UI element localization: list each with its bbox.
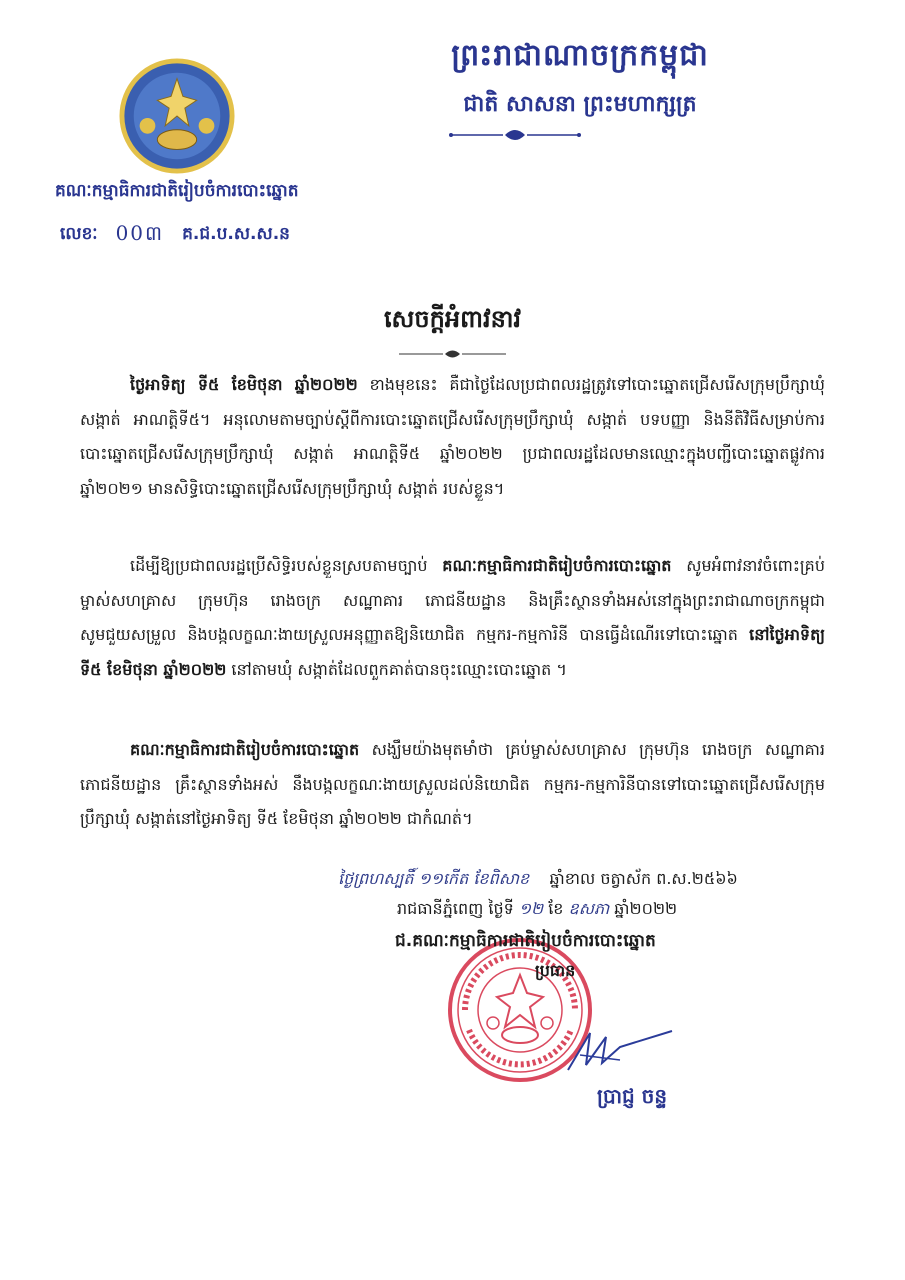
paragraph-1 (80, 368, 825, 506)
place-month: ឧសភា (568, 899, 610, 918)
place-day: ១២ (518, 899, 544, 918)
document-title: សេចក្តីអំពាវនាវ (383, 305, 522, 333)
p2-end: នៅតាមឃុំ សង្កាត់ដែលពួកគាត់បានចុះឈ្មោះបោះឆ្នោត ។ (226, 659, 567, 679)
ref-code: គ.ជ.ប.ស.ស.ន (182, 223, 290, 244)
motto-ornament (445, 124, 585, 146)
lunar-date-line (338, 868, 738, 892)
title-ornament (395, 346, 510, 362)
p2-mid: សូមអំពាវនាវចំពោះគ្រប់ម្ចាស់សហគ្រាស ក្រុមហ៊ុន រោងចក្រ សណ្ឋាគារ ភោជនីយដ្ឋាន និងគ្រឹះស្ថានទាំងអស់នៅក្នុងព្រះរាជាណាចក្រកម្ពុជា សូមជួយសម្រួល និងបង្កលក្ខណៈងាយស្រួលអនុញ្ញាតឱ្យនិយោជិត កម្មករ-កម្មការិនី បានធ្វើដំណើរទៅបោះឆ្នោត (80, 556, 825, 644)
p2-start: ដើម្បីឱ្យប្រជាពលរដ្ឋប្រើសិទ្ធិរបស់ខ្លួនស្របតាមច្បាប់ (130, 556, 443, 575)
place-prefix: រាជធានីភ្នំពេញ ថ្ងៃទី (397, 899, 514, 918)
place-year: ឆ្នាំ២០២២ (614, 899, 678, 918)
p2-committee-bold: គណៈកម្មាធិការជាតិរៀបចំការបោះឆ្នោត (442, 556, 672, 575)
place-month-label: ខែ (548, 899, 564, 918)
committee-name: គណៈកម្មាធិការជាតិរៀបចំការបោះឆ្នោត (55, 181, 299, 201)
p3-text: សង្ឃឹមយ៉ាងមុតមាំថា គ្រប់ម្ចាស់សហគ្រាស ក្រុមហ៊ុន រោងចក្រ សណ្ឋាគារ ភោជនីយដ្ឋាន គ្រឹះស្ថានទាំងអស់ នឹងបង្កលក្ខណៈងាយស្រួលដល់និយោជិត កម្មករ-កម្មការិនីបានទៅបោះឆ្នោតជ្រើសរើសក្រុមប្រឹក្សាឃុំ សង្កាត់នៅថ្ងៃអាទិត្យ ទី៥ ខែមិថុនា ឆ្នាំ២០២២ ជាកំណត់។ (80, 740, 825, 828)
paragraph-2 (80, 549, 825, 687)
p1-text: ខាងមុខនេះ គឺជាថ្ងៃដែលប្រជាពលរដ្ឋត្រូវទៅបោះឆ្នោតជ្រើសរើសក្រុមប្រឹក្សាឃុំ សង្កាត់ អាណត្តិទី៥។ អនុលោមតាមច្បាប់ស្តីពីការបោះឆ្នោតជ្រើសរើសក្រុមប្រឹក្សាឃុំ សង្កាត់ បទបញ្ញា និងនីតិវិធីសម្រាប់ការបោះឆ្នោតជ្រើសរើសក្រុមប្រឹក្សាឃុំ សង្កាត់ អាណត្តិទី៥ ឆ្នាំ២០២២ ប្រជាពលរដ្ឋដែលមានឈ្មោះក្នុងបញ្ជីបោះឆ្នោតផ្លូវការឆ្នាំ២០២១ មានសិទ្ធិបោះឆ្នោតជ្រើសរើសក្រុមប្រឹក្សាឃុំ សង្កាត់ របស់ខ្លួន។ (80, 375, 825, 498)
national-motto: ជាតិ សាសនា ព្រះមហាក្សត្រ (463, 92, 697, 117)
paragraph-3 (80, 733, 825, 837)
place-date-line (397, 898, 677, 922)
kingdom-heading: ព្រះរាជាណាចក្រកម្ពុជា (451, 38, 709, 73)
lunar-date-handwritten: ថ្ងៃព្រហស្បតិ៍ ១១កើត ខែពិសាខ (338, 869, 530, 888)
ref-label: លេខៈ (60, 223, 98, 244)
lunar-year: ឆ្នាំខាល ចត្វាស័ក ព.ស.២៥៦៦ (549, 869, 738, 888)
reference-row (60, 220, 290, 250)
handwritten-signature (560, 1025, 680, 1080)
p3-committee-bold: គណៈកម្មាធិការជាតិរៀបចំការបោះឆ្នោត (130, 740, 360, 759)
ref-number: 00៣ (115, 221, 165, 245)
president-label: ប្រធាន (535, 961, 576, 980)
p2-date-bold: នៅថ្ងៃអាទិត្យ ទី៥ ខែមិថុនា ឆ្នាំ២០២២ (80, 625, 825, 679)
nec-logo (118, 57, 236, 175)
signer-name: ប្រាជ្ញ ចន្ទ (597, 1084, 668, 1108)
p1-date-bold: ថ្ងៃអាទិត្យ ទី៥ ខែមិថុនា ឆ្នាំ២០២២ (130, 375, 358, 394)
signer-title: ជ.គណៈកម្មាធិការជាតិរៀបចំការបោះឆ្នោត (395, 931, 656, 951)
